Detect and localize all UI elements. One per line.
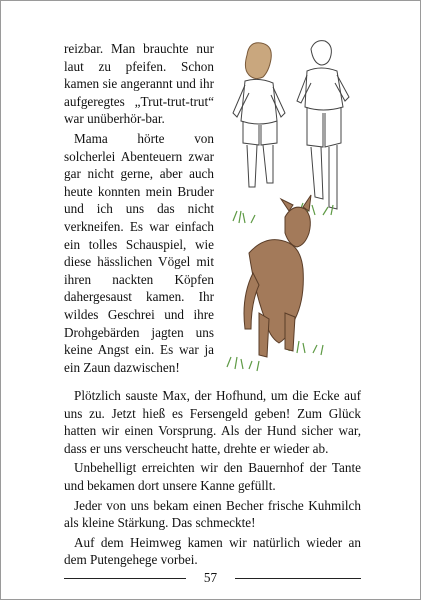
column-text — [64, 40, 214, 376]
paragraph-kuhmilch: Jeder von uns bekam einen Becher frische Kuhmilch als kleine Stärkung. Das schmeckte! — [64, 497, 361, 531]
paragraph-heimweg: Auf dem Heimweg kamen wir natürlich wieder an dem Putengehege vorbei. — [64, 534, 361, 568]
footer-rule-left — [64, 578, 186, 579]
paragraph-continued: reizbar. Man brauchte nur laut zu pfeifen. Schon kamen sie angerannt und ihr aufgeregtes „Trut-trut-trut“ war unüberhör-bar. — [64, 41, 214, 127]
full-width-text — [64, 387, 361, 569]
footer-rule-right — [235, 578, 361, 579]
page-number: 57 — [203, 570, 218, 585]
dog-figure — [244, 195, 311, 357]
children-and-dog-illustration — [219, 37, 369, 387]
paragraph-max: Plötzlich sauste Max, der Hofhund, um die Ecke auf uns zu. Jetzt hieß es Fersengeld geben! Zum Glück hatten wir einen Vorsprung. Als der Hund sicher war, dass er uns verscheucht hatte, drehte er wieder ab. — [64, 388, 361, 456]
girl-figure — [233, 43, 285, 187]
paragraph-bauernhof: Unbehelligt erreichten wir den Bauernhof der Tante und bekamen dort unsere Kanne gefüllt. — [64, 460, 361, 493]
boy-figure — [297, 41, 349, 209]
paragraph-mama: Mama hörte von solcherlei Abenteuern zwar gar nicht gerne, aber auch heute konnten mein Bruder und ich uns das nicht verkneifen. Es war einfach ein tolles Schauspiel, wie diese hässlichen Vögel mit ihren nackten Köpfen dahergesaust kamen. Ihr wildes Geschrei und ihre Drohgebärden jagten uns keine Angst ein. Es war ja ein Zaun dazwischen! — [64, 130, 214, 375]
